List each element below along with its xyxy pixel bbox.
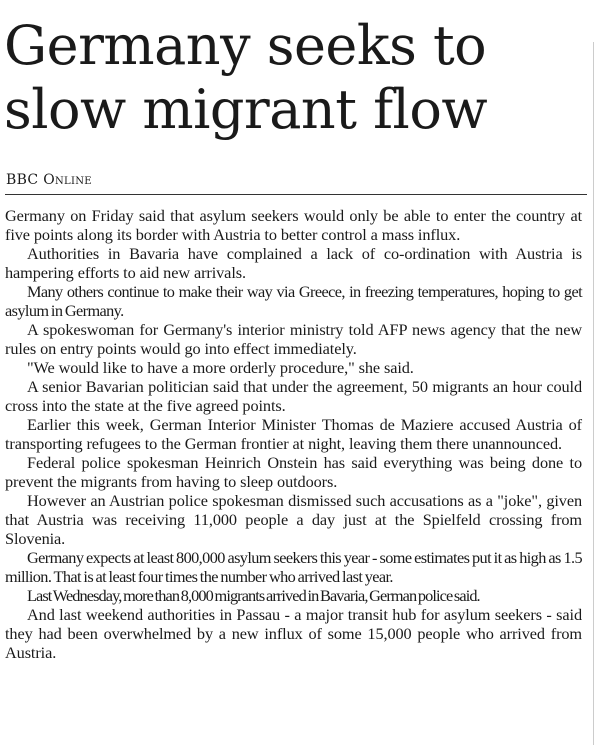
column-edge-rule — [593, 42, 594, 745]
paragraph: Authorities in Bavaria have complained a lack of co-ordination with Austria is hampering efforts to aid new arrivals. — [5, 244, 582, 282]
paragraph: Last Wednesday, more than 8,000 migrants arrived in Bavaria, German police said. — [27, 586, 480, 605]
paragraph: Germany on Friday said that asylum seekers would only be able to enter the country at five points along its border with Austria to better control a mass influx. — [5, 206, 582, 244]
byline-divider — [5, 194, 587, 195]
paragraph: Many others continue to make their way via Greece, in freezing temperatures, hoping to get asylum in Germany. — [5, 282, 582, 320]
headline: Germany seeks to slow migrant flow — [4, 14, 488, 141]
article-body — [5, 206, 582, 662]
paragraph: However an Austrian police spokesman dismissed such accusations as a "joke", given that Austria was receiving 11,000 people a day just at the Spielfeld crossing from Slovenia. — [5, 491, 582, 548]
byline: BBC Online — [6, 172, 92, 188]
paragraph: Earlier this week, German Interior Minister Thomas de Maziere accused Austria of transporting refugees to the German frontier at night, leaving them there unannounced. — [5, 415, 582, 453]
paragraph: A senior Bavarian politician said that under the agreement, 50 migrants an hour could cross into the state at the five agreed points. — [5, 377, 582, 415]
paragraph: And last weekend authorities in Passau - a major transit hub for asylum seekers - said they had been overwhelmed by a new influx of some 15,000 people who arrived from Austria. — [5, 605, 582, 662]
paragraph: Federal police spokesman Heinrich Onstein has said everything was being done to prevent the migrants from having to sleep outdoors. — [5, 453, 582, 491]
paragraph: "We would like to have a more orderly procedure," she said. — [27, 358, 414, 377]
paragraph: A spokeswoman for Germany's interior ministry told AFP news agency that the new rules on entry points would go into effect immediately. — [5, 320, 582, 358]
paragraph: Germany expects at least 800,000 asylum seekers this year - some estimates put it as high as 1.5 million. That is at least four times the number who arrived last year. — [5, 548, 582, 586]
